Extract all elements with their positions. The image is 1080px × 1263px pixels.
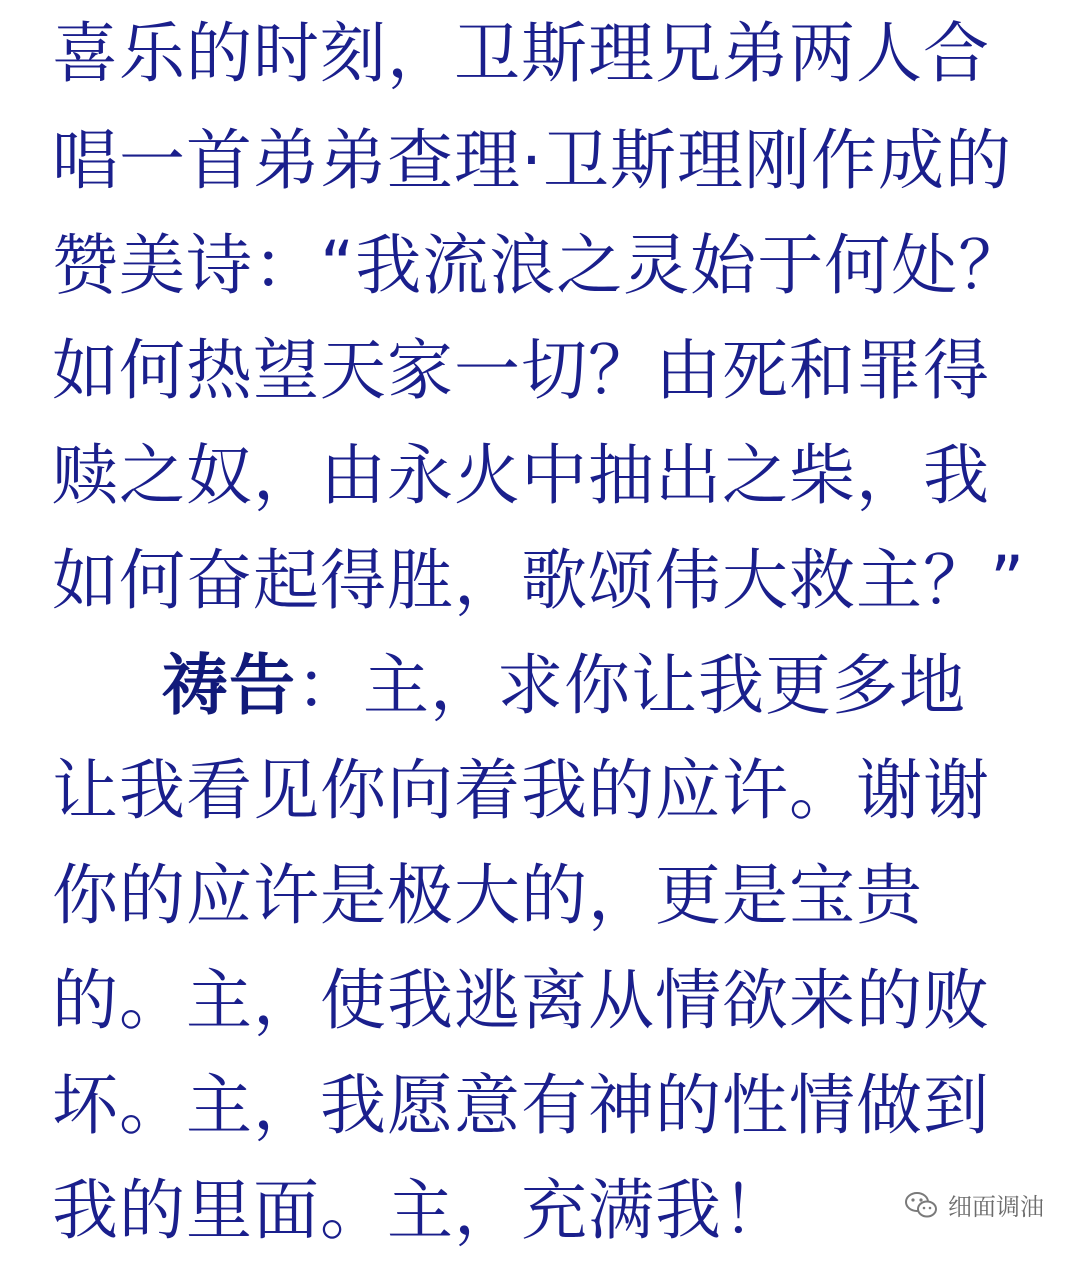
text-line: 唱一首弟弟查理·卫斯理刚作成的 — [52, 122, 1012, 199]
text-line: 我的里面。主，充满我！ — [52, 1172, 789, 1249]
text-line: 坏。主，我愿意有神的性情做到 — [52, 1067, 990, 1144]
article-text — [52, 0, 1032, 1263]
watermark-text: 细面调油 — [948, 1193, 1044, 1221]
text-line: 让我看见你向着我的应许。谢谢 — [52, 752, 990, 829]
text-line: 如何奋起得胜，歌颂伟大救主？” — [52, 542, 1026, 619]
text-line: 喜乐的时刻，卫斯理兄弟两人合 — [52, 15, 990, 92]
text-line: 赎之奴，由永火中抽出之柴，我 — [52, 437, 990, 514]
text-line: 的。主，使我逃离从情欲来的败 — [52, 962, 990, 1039]
wechat-icon — [904, 1191, 938, 1219]
text-line: 赞美诗：“我流浪之灵始于何处？ — [52, 227, 1026, 304]
watermark — [904, 1187, 1044, 1222]
prayer-line — [52, 633, 1032, 738]
prayer-heading: 祷告 — [162, 647, 296, 724]
text-line: 如何热望天家一切？由死和罪得 — [52, 332, 990, 409]
text-line: 你的应许是极大的，更是宝贵 — [52, 857, 923, 934]
prayer-text: ：主，求你让我更多地 — [296, 647, 966, 724]
